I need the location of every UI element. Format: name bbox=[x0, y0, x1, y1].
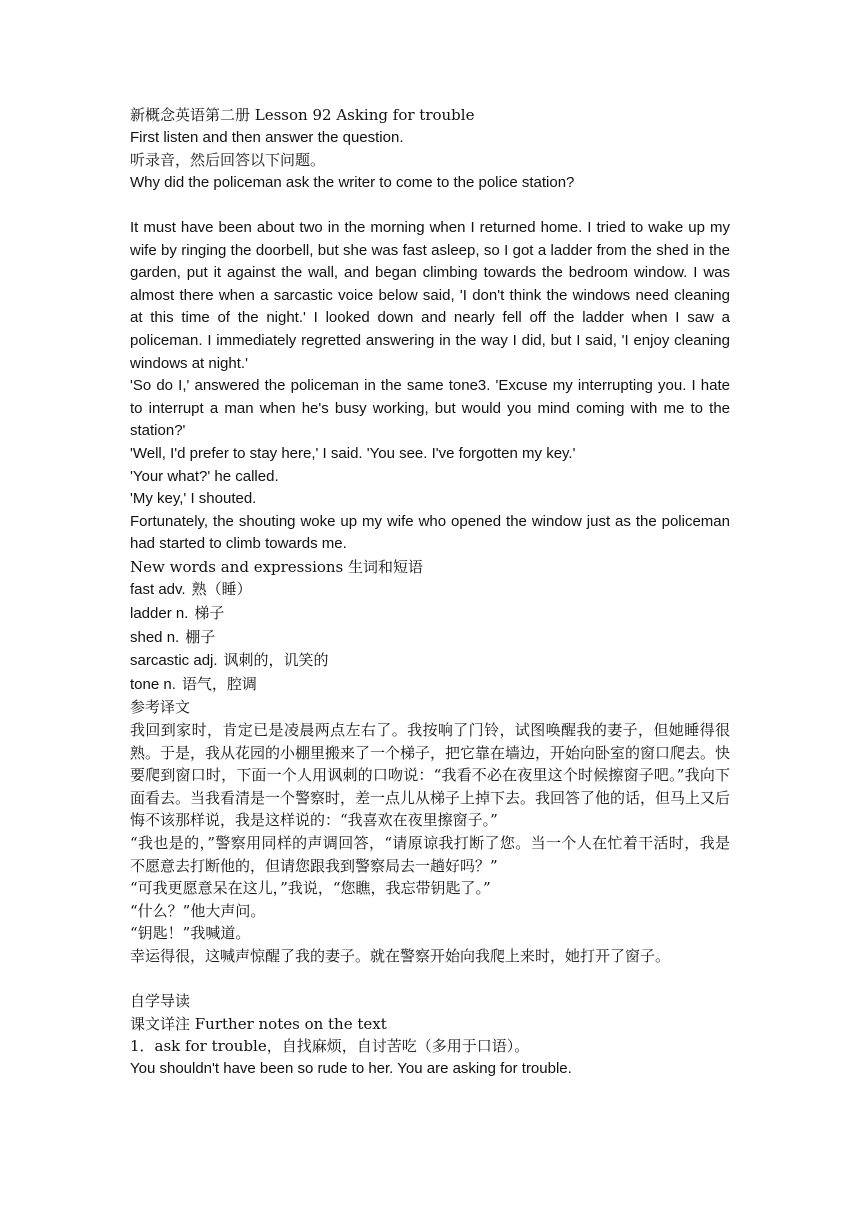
story-paragraph: 'My key,' I shouted. bbox=[130, 490, 257, 508]
listening-instruction-chinese: 听录音，然后回答以下问题。 bbox=[130, 151, 326, 170]
vocab-item bbox=[130, 602, 730, 626]
vocab-meaning: 语气，腔调 bbox=[181, 674, 257, 693]
translation-paragraph: “钥匙！”我喊道。 bbox=[130, 924, 251, 943]
lesson-title: 新概念英语第二册 Lesson 92 Asking for trouble bbox=[130, 106, 475, 124]
story-paragraph: 'Your what?' he called. bbox=[130, 467, 279, 485]
translation-paragraph: “什么？”他大声问。 bbox=[130, 901, 266, 920]
vocab-word: ladder n. bbox=[130, 605, 189, 623]
vocab-meaning: 讽刺的，讥笑的 bbox=[223, 651, 329, 670]
note-example: You shouldn't have been so rude to her. You are asking for trouble. bbox=[130, 1059, 572, 1077]
story-paragraph: 'So do I,' answered the policeman in the same tone3. 'Excuse my interrupting you. I hate to interrupt a man when he's busy working, but would you mind coming with me to the station?' bbox=[130, 377, 730, 440]
vocab-item bbox=[130, 649, 730, 673]
vocab-item bbox=[130, 578, 730, 602]
translation-paragraph: “可我更愿意呆在这儿，”我说，“您瞧，我忘带钥匙了。” bbox=[130, 879, 491, 898]
vocab-word: shed n. bbox=[130, 628, 180, 646]
notes-heading: 课文详注 Further notes on the text bbox=[130, 1014, 387, 1033]
translation-paragraph: “我也是的，”警察用同样的声调回答，“请原谅我打断了您。当一个人在忙着干活时，我是不愿意去打断他的，但请您跟我到警察局去一趟好吗？” bbox=[130, 834, 730, 875]
vocab-meaning: 梯子 bbox=[194, 604, 225, 623]
vocab-word: tone n. bbox=[130, 675, 176, 693]
translation-heading: 参考译文 bbox=[130, 698, 191, 717]
vocab-word: sarcastic adj. bbox=[130, 652, 218, 670]
vocab-meaning: 熟（睡） bbox=[191, 580, 252, 599]
note-item: 1．ask for trouble，自找麻烦，自讨苦吃（多用于口语）。 bbox=[130, 1037, 530, 1056]
vocab-item bbox=[130, 626, 730, 650]
vocab-item bbox=[130, 673, 730, 697]
translation-paragraph: 幸运得很，这喊声惊醒了我的妻子。就在警察开始向我爬上来时，她打开了窗子。 bbox=[130, 946, 671, 965]
translation-paragraph: 我回到家时，肯定已是凌晨两点左右了。我按响了门铃，试图唤醒我的妻子，但她睡得很熟。于是，我从花园的小棚里搬来了一个梯子，把它靠在墙边，开始向卧室的窗口爬去。快要爬到窗口时，下面一个人用讽刺的口吻说：“我看不必在夜里这个时候擦窗子吧。”我向下面看去。当我看清是一个警察时，差一点儿从梯子上掉下去。我回答了他的话，但马上又后悔不该那样说，我是这样说的：“我喜欢在夜里擦窗子。” bbox=[130, 721, 731, 830]
vocab-word: fast adv. bbox=[130, 581, 186, 599]
spacer bbox=[130, 968, 730, 991]
story-paragraph: 'Well, I'd prefer to stay here,' I said. 'You see. I've forgotten my key.' bbox=[130, 444, 576, 462]
story-paragraph: It must have been about two in the morning when I returned home. I tried to wake up my wife by ringing the doorbell, but she was fast asleep, so I got a ladder from the shed in the garden, put it against the wall, and began climbing towards the bedroom window. I was almost there when a sarcastic voice below said, 'I don't think the windows need cleaning at this time of the night.' I looked down and nearly fell off the ladder when I saw a policeman. I immediately regretted answering in the way I did, but I said, 'I enjoy cleaning windows at night.' bbox=[130, 218, 730, 372]
vocab-meaning: 棚子 bbox=[185, 627, 216, 646]
study-heading: 自学导读 bbox=[130, 992, 191, 1011]
comprehension-question: Why did the policeman ask the writer to come to the police station? bbox=[130, 173, 575, 191]
story-paragraph: Fortunately, the shouting woke up my wife who opened the window just as the policeman had started to climb towards me. bbox=[130, 512, 730, 553]
document-page bbox=[130, 104, 730, 1081]
listening-instruction: First listen and then answer the question. bbox=[130, 128, 404, 146]
spacer bbox=[130, 194, 730, 217]
vocab-heading: New words and expressions 生词和短语 bbox=[130, 557, 424, 576]
